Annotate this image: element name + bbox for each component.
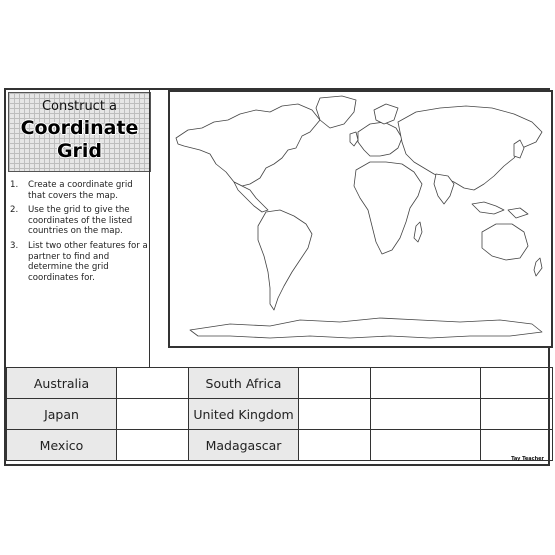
europe-outline	[358, 122, 402, 156]
brand-logo: Tay Teacher	[511, 456, 544, 462]
new-guinea-outline	[508, 208, 528, 218]
country-coordinate-table	[6, 367, 553, 461]
country-label-australia: Australia	[7, 368, 117, 399]
column-divider	[149, 90, 150, 368]
answer-cell-australia[interactable]	[117, 368, 189, 399]
instruction-text: Use the grid to give the coordinates of the listed countries on the map.	[28, 205, 133, 237]
instruction-number: 2.	[10, 205, 19, 216]
antarctica-outline	[190, 318, 542, 338]
country-label-south-africa: South Africa	[189, 368, 299, 399]
title-main	[9, 117, 150, 163]
uk-outline	[350, 132, 358, 146]
answer-cell-madagascar[interactable]	[299, 430, 371, 461]
table-row	[7, 430, 553, 461]
answer-cell-south-africa[interactable]	[299, 368, 371, 399]
answer-cell-united-kingdom[interactable]	[299, 399, 371, 430]
instruction-number: 3.	[10, 240, 19, 251]
australia-outline	[482, 224, 528, 260]
title-line-3: Grid	[56, 140, 103, 162]
scandinavia-outline	[374, 104, 398, 124]
country-label-united-kingdom: United Kingdom	[189, 399, 299, 430]
north-america-outline	[176, 104, 320, 186]
world-map-frame	[168, 90, 553, 348]
indonesia-outline	[472, 202, 504, 214]
instructions-list	[10, 180, 148, 287]
africa-outline	[354, 162, 422, 254]
title-box	[8, 92, 151, 172]
feature-name-cell-1[interactable]	[371, 368, 481, 399]
answer-cell-japan[interactable]	[117, 399, 189, 430]
world-map-icon	[170, 92, 551, 346]
feature-name-cell-2[interactable]	[371, 399, 481, 430]
title-line-1: Construct a	[41, 99, 118, 114]
table-row	[7, 368, 553, 399]
south-america-outline	[258, 210, 312, 310]
country-label-mexico: Mexico	[7, 430, 117, 461]
instruction-text: Create a coordinate grid that covers the map.	[28, 180, 133, 201]
answer-cell-mexico[interactable]	[117, 430, 189, 461]
instruction-item	[10, 241, 148, 283]
feature-answer-cell-2[interactable]	[481, 399, 553, 430]
feature-name-cell-3[interactable]	[371, 430, 481, 461]
country-label-madagascar: Madagascar	[189, 430, 299, 461]
new-zealand-outline	[534, 258, 542, 276]
instruction-text: List two other features for a partner to find and determine the grid coordinates for.	[28, 240, 148, 283]
table-row	[7, 399, 553, 430]
madagascar-outline	[414, 222, 422, 242]
country-label-japan: Japan	[7, 399, 117, 430]
feature-answer-cell-1[interactable]	[481, 368, 553, 399]
worksheet	[4, 88, 550, 466]
greenland-outline	[316, 96, 356, 128]
instruction-number: 1.	[10, 180, 19, 190]
title-line-2: Coordinate	[20, 117, 139, 139]
central-america-outline	[234, 182, 268, 212]
instruction-item	[10, 205, 148, 237]
instruction-item	[10, 180, 148, 201]
